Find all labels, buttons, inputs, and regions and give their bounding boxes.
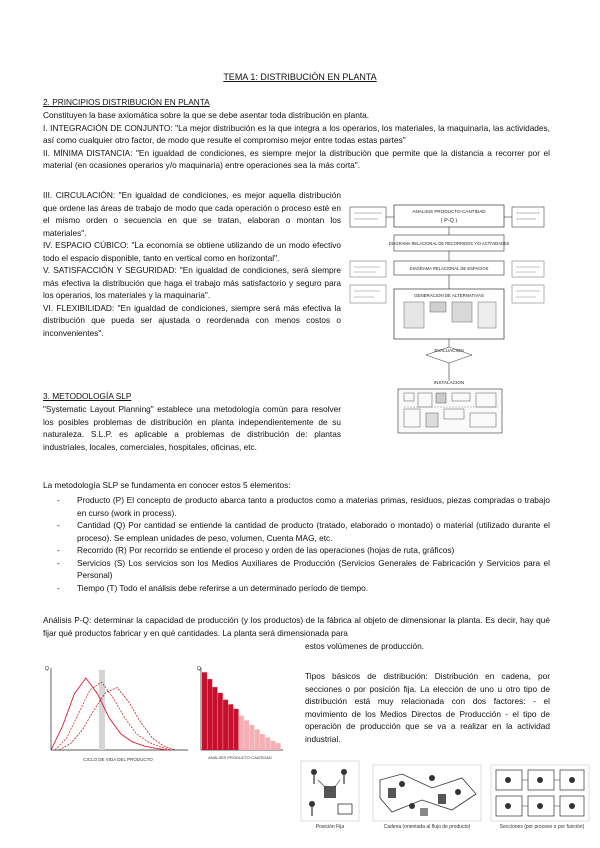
pq-bar [202,672,207,750]
flow-side-box [512,207,544,227]
life-cycle-series-line [59,688,175,750]
list-item: - Tiempo (T) Todo el análisis debe referirse a un determinado período de tiempo. [43,582,550,595]
life-cycle-y-axis-label: Q [45,666,49,672]
slp-elements-list [43,494,550,594]
pq-bar [260,734,265,750]
pq-bar [239,716,244,750]
life-cycle-series-line [51,678,168,750]
slp-flowchart [348,195,580,435]
slp-lead: La metodología SLP se fundamenta en conocer estos 5 elementos: [43,480,291,490]
pq-bar [265,737,270,750]
flow-box-espacios-label: DIAGRAMA RELACIONAL DE ESPACIOS [409,266,489,271]
slp-paragraph: "Systematic Layout Planning" establece una metodología común para resolver los posibles problemas de distribución en planta independientemente de su naturaleza. S.L.P. es aplicable a problemas de distribución de: plantas industriales, locales, comerciales, hospitales, oficinas, etc. [43,404,341,452]
list-item: - Servicios (S) Los servicios son los Medios Auxiliares de Producción (Servicios Generales de Fabricación y Servicios para el Personal) [43,557,550,582]
flow-side-box [350,207,386,227]
flow-box-pq-label: ANALISIS PRODUCTO-CANTIDAD [412,209,486,214]
principle-2: II. MÍNIMA DISTANCIA: "En igualdad de condiciones, es siempre mejor la distribución que permite que la distancia a recorrer por el material (en ocasiones operarios y/o maquinaria) entre operaciones sea la más corta". [43,147,550,170]
pq-bar [234,709,239,750]
pq-y-axis-label: Q [197,666,201,672]
list-item: - Producto (P) El concepto de producto abarca tanto a productos como a materias primas, residuos, piezas compradas o trabajo en curso (work in process). [43,494,550,519]
intro-paragraph: Constituyen la base axiomática sobre la que se debe asentar toda distribución en planta. [43,110,370,120]
fixed-position-illustration [300,760,360,822]
flow-box-recorridos-label: DIAGRAMA RELACIONAL DE RECORRIDOS Y/O ACTIVIDADES [388,241,510,246]
pq-bar [255,729,260,750]
life-cycle-chart [43,662,193,764]
pq-bar [213,687,218,750]
pq-caption: ANÁLISIS PRODUCTO-CANTIDAD [208,755,272,760]
life-cycle-caption: CICLO DE VIDA DEL PRODUCTO [83,757,153,762]
flow-box-pq-sub: ( P-Q ) [440,218,458,224]
flow-evaluacion: EVALUACION [434,348,464,353]
pq-bar [223,700,228,750]
pq-bar [228,704,233,750]
pq-bar [244,720,249,750]
flow-box-alternativas-label: GENERACION DE ALTERNATIVAS [414,293,484,298]
section-2-column [43,189,341,339]
layout-caption-chain: Cadena (orientada al flujo de producto) [383,824,471,830]
tipos-paragraph: Tipos básicos de distribución: Distribución en cadena, por secciones o por posición fija. La elección de uno u otro tipo de distribución está muy relacionada con dos factores: - el movimiento de los Medios Directos de Producción - el tipo de operación de producción que se va a realizar en la actividad industrial. [305,671,550,744]
pq-bar [249,725,254,750]
pq-paragraph-end: estos volúmenes de producción. [305,641,424,651]
life-cycle-series-line [55,682,171,750]
section-2-text [43,109,550,172]
pq-bar [218,693,223,750]
principle-6: VI. FLEXIBILIDAD: "En igualdad de condiciones, siempre será más efectiva la distribución que pueda ser ajustada o reordenada con menos costos o inconvenientes". [43,302,341,338]
principle-3: III. CIRCULACIÓN: "En igualdad de condiciones, es mejor aquella distribución que ordene las áreas de trabajo de modo que cada operación o proceso esté en el mismo orden o secuencia en que se tratan, elaboran o montan los materiales". [43,190,341,238]
list-item: - Cantidad (Q) Por cantidad se entiende la cantidad de producto (tratado, elaborado o montado) o material (utilizado durante el proceso). Se emplean unidades de peso, volumen, Cuenta MAG, etc. [43,519,550,544]
pq-bar [271,741,276,750]
principle-4: IV. ESPACIO CÚBICO: "La economía se obtiene utilizando de un modo efectivo todo el espacio disponible, tanto en vertical como en horizontal". [43,240,341,263]
pq-bar [207,679,212,750]
pq-bar [276,743,281,750]
chain-illustration [372,764,482,822]
list-item: - Recorrido (R) Por recorrido se entiende el proceso y orden de las operaciones (hojas de ruta, gráficos) [43,544,550,557]
layout-caption-sections: Secciones (por proceso o por función) [499,824,585,830]
layout-caption-fixed: Posición Fija [315,824,345,830]
plant-layout-drawing [398,389,502,433]
page-title: TEMA 1: DISTRIBUCIÓN EN PLANTA [223,72,377,82]
section-2-heading: 2. PRINCIPIOS DISTRIBUCIÓN EN PLANTA [43,97,210,107]
pq-paragraph: Análisis P-Q: determinar la capacidad de producción (y los productos) de la fábrica al objeto de dimensionar la planta. Es decir, hay qué fijar qué productos fabricar y en qué cantidades. La planta será dimensionada para [43,615,550,638]
principle-5: V. SATISFACCIÓN Y SEGURIDAD: "En igualdad de condiciones, será siempre más efectiva la distribución que haga el trabajo más satisfactorio y seguro para los operarios, los materiales y la maquinaria". [43,265,341,300]
principle-1: I. INTEGRACIÓN DE CONJUNTO: "La mejor distribución es la que integra a los operarios, los materiales, la maquinaria, las actividades, así como cualquier otro factor, de modo que resulte el compromiso mejor entre todas estas partes" [43,122,550,145]
section-3-heading: 3. METODOLOGÍA SLP [43,391,132,401]
flow-instalacion: INSTALACION [433,380,465,385]
sections-illustration [490,764,590,822]
pq-chart [195,662,285,764]
